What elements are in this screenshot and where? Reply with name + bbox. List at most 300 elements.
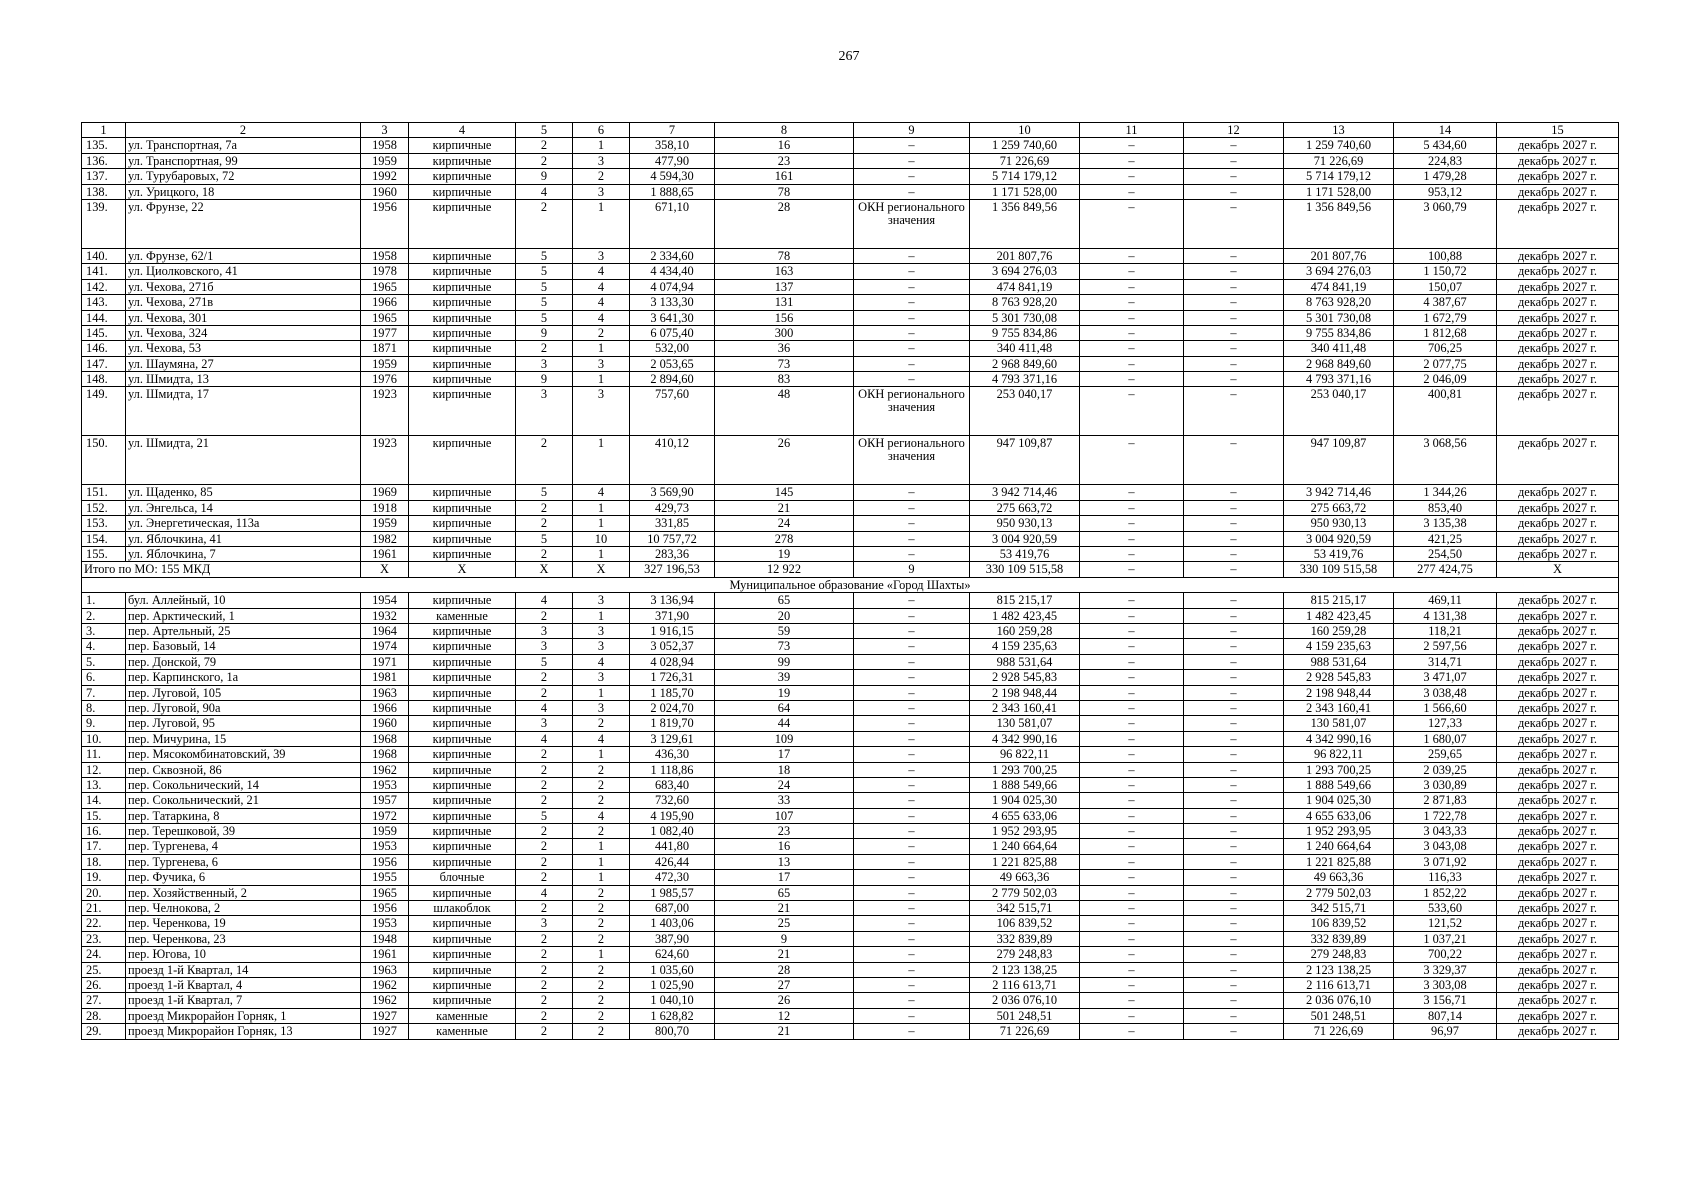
table-cell: 109 (715, 731, 854, 746)
table-cell: 2 (516, 670, 573, 685)
table-cell: декабрь 2027 г. (1497, 870, 1619, 885)
table-cell: – (854, 777, 970, 792)
table-cell: ОКН регионального значения (854, 199, 970, 248)
table-cell: 2 779 502,03 (970, 885, 1080, 900)
table-cell: – (1184, 777, 1284, 792)
table-cell: кирпичные (409, 931, 516, 946)
table-cell: 3 694 276,03 (1284, 264, 1394, 279)
table-cell: 1. (82, 593, 126, 608)
table-cell: 71 226,69 (1284, 153, 1394, 168)
table-cell: пер. Мичурина, 15 (126, 731, 361, 746)
table-cell: – (1080, 264, 1184, 279)
table-cell: 3 (516, 916, 573, 931)
table-cell: декабрь 2027 г. (1497, 516, 1619, 531)
table-cell: пер. Донской, 79 (126, 654, 361, 669)
table-cell: 1 082,40 (630, 824, 715, 839)
table-cell: 71 226,69 (970, 153, 1080, 168)
table-cell: – (1080, 854, 1184, 869)
table-cell: 1962 (361, 762, 409, 777)
table-cell: 13 (715, 854, 854, 869)
table-cell: 2 116 613,71 (1284, 977, 1394, 992)
table-cell: 1 672,79 (1394, 310, 1497, 325)
table-cell: – (1080, 500, 1184, 515)
table-cell: – (1080, 747, 1184, 762)
table-cell: – (1184, 808, 1284, 823)
table-cell: – (854, 623, 970, 638)
table-cell: кирпичные (409, 436, 516, 485)
table-cell: – (854, 700, 970, 715)
table-cell: – (1080, 153, 1184, 168)
table-cell: 1981 (361, 670, 409, 685)
table-cell: 4 (573, 485, 630, 500)
table-cell: кирпичные (409, 248, 516, 263)
table-row (82, 279, 1619, 294)
table-cell: – (1184, 623, 1284, 638)
table-cell: – (1184, 325, 1284, 340)
table-cell: 2 046,09 (1394, 372, 1497, 387)
table-cell: – (1184, 608, 1284, 623)
table-cell: – (1184, 962, 1284, 977)
table-cell: декабрь 2027 г. (1497, 138, 1619, 153)
table-cell: 1 888 549,66 (1284, 777, 1394, 792)
table-cell: 4 (573, 310, 630, 325)
table-cell: 21 (715, 901, 854, 916)
table-cell: 2 (573, 325, 630, 340)
table-cell: 1958 (361, 248, 409, 263)
table-cell: 150,07 (1394, 279, 1497, 294)
table-cell: 4 793 371,16 (970, 372, 1080, 387)
table-cell: 2 (573, 716, 630, 731)
table-cell: 1 (573, 608, 630, 623)
table-cell: 59 (715, 623, 854, 638)
table-cell: 1992 (361, 169, 409, 184)
table-cell: 1966 (361, 700, 409, 715)
table-cell: 2 (516, 824, 573, 839)
table-cell: 5 (516, 295, 573, 310)
table-row (82, 839, 1619, 854)
table-cell: 1968 (361, 747, 409, 762)
table-cell: 71 226,69 (970, 1024, 1080, 1039)
table-cell: 4 (573, 264, 630, 279)
table-cell: – (1080, 310, 1184, 325)
table-cell: декабрь 2027 г. (1497, 947, 1619, 962)
table-cell: – (1080, 593, 1184, 608)
table-cell: 3 (573, 639, 630, 654)
table-cell: – (854, 977, 970, 992)
table-cell: 53 419,76 (970, 547, 1080, 562)
table-cell: кирпичные (409, 485, 516, 500)
table-cell: 19 (715, 685, 854, 700)
table-cell: – (854, 731, 970, 746)
table-cell: 410,12 (630, 436, 715, 485)
table-cell: 2 036 076,10 (970, 993, 1080, 1008)
table-cell: декабрь 2027 г. (1497, 977, 1619, 992)
table-cell: пер. Сокольнический, 21 (126, 793, 361, 808)
table-cell: кирпичные (409, 777, 516, 792)
table-cell: 1953 (361, 777, 409, 792)
table-cell: 131 (715, 295, 854, 310)
total-cell: 327 196,53 (630, 562, 715, 577)
table-cell: 9 (516, 169, 573, 184)
table-cell: 988 531,64 (970, 654, 1080, 669)
table-cell: – (854, 654, 970, 669)
table-row (82, 1008, 1619, 1023)
table-cell: 332 839,89 (970, 931, 1080, 946)
table-cell: – (854, 808, 970, 823)
table-row (82, 700, 1619, 715)
table-cell: 4 131,38 (1394, 608, 1497, 623)
table-cell: 2 198 948,44 (970, 685, 1080, 700)
table-cell: 1974 (361, 639, 409, 654)
table-cell: 2 (573, 885, 630, 900)
table-cell: 1 722,78 (1394, 808, 1497, 823)
table-cell: 4 (516, 184, 573, 199)
table-cell: 12. (82, 762, 126, 777)
table-cell: ул. Фрунзе, 22 (126, 199, 361, 248)
table-cell: декабрь 2027 г. (1497, 593, 1619, 608)
table-cell: 2 (573, 793, 630, 808)
table-cell: 2 (516, 1008, 573, 1023)
table-cell: каменные (409, 1008, 516, 1023)
table-cell: 1 812,68 (1394, 325, 1497, 340)
table-cell: – (854, 264, 970, 279)
table-cell: 2 (516, 685, 573, 700)
table-cell: ул. Энергетическая, 113а (126, 516, 361, 531)
table-cell: 137. (82, 169, 126, 184)
table-cell: 139. (82, 199, 126, 248)
table-cell: 11. (82, 747, 126, 762)
table-cell: 2 (573, 916, 630, 931)
table-cell: – (854, 839, 970, 854)
table-cell: кирпичные (409, 762, 516, 777)
table-cell: 1 356 849,56 (970, 199, 1080, 248)
table-cell: – (854, 138, 970, 153)
table-cell: – (1184, 747, 1284, 762)
table-cell: 371,90 (630, 608, 715, 623)
table-cell: 815 215,17 (1284, 593, 1394, 608)
table-cell: 3 694 276,03 (970, 264, 1080, 279)
table-cell: 138. (82, 184, 126, 199)
table-cell: – (854, 547, 970, 562)
table-cell: 3 (573, 623, 630, 638)
table-cell: – (1080, 639, 1184, 654)
table-cell: 107 (715, 808, 854, 823)
table-cell: 4 594,30 (630, 169, 715, 184)
table-cell: 1977 (361, 325, 409, 340)
table-cell: 2 343 160,41 (970, 700, 1080, 715)
table-cell: 96 822,11 (1284, 747, 1394, 762)
table-cell: 2 198 948,44 (1284, 685, 1394, 700)
table-cell: 2 (516, 854, 573, 869)
table-cell: декабрь 2027 г. (1497, 670, 1619, 685)
table-cell: 533,60 (1394, 901, 1497, 916)
table-cell: кирпичные (409, 169, 516, 184)
table-cell: пер. Тургенева, 6 (126, 854, 361, 869)
table-cell: 279 248,83 (970, 947, 1080, 962)
table-cell: – (854, 931, 970, 946)
total-row (82, 562, 1619, 577)
table-cell: ул. Циолковского, 41 (126, 264, 361, 279)
table-cell: – (1184, 931, 1284, 946)
table-cell: – (854, 593, 970, 608)
table-cell: блочные (409, 870, 516, 885)
table-cell: 1976 (361, 372, 409, 387)
table-row (82, 372, 1619, 387)
table-cell: декабрь 2027 г. (1497, 962, 1619, 977)
table-cell: 3 136,94 (630, 593, 715, 608)
table-cell: 5 (516, 279, 573, 294)
table-cell: – (854, 169, 970, 184)
table-cell: кирпичные (409, 962, 516, 977)
table-cell: 4 (516, 700, 573, 715)
table-cell: – (1184, 700, 1284, 715)
table-cell: 953,12 (1394, 184, 1497, 199)
table-cell: – (1184, 947, 1284, 962)
table-cell: 706,25 (1394, 341, 1497, 356)
table-cell: – (1184, 1008, 1284, 1023)
table-cell: кирпичные (409, 547, 516, 562)
table-cell: – (1080, 199, 1184, 248)
table-cell: декабрь 2027 г. (1497, 169, 1619, 184)
table-cell: – (1184, 762, 1284, 777)
table-cell: 314,71 (1394, 654, 1497, 669)
table-cell: 800,70 (630, 1024, 715, 1039)
table-cell: 27. (82, 993, 126, 1008)
table-cell: 757,60 (630, 387, 715, 436)
table-cell: 732,60 (630, 793, 715, 808)
table-cell: 1932 (361, 608, 409, 623)
table-cell: – (1184, 264, 1284, 279)
table-cell: 2 343 160,41 (1284, 700, 1394, 715)
table-cell: 2 036 076,10 (1284, 993, 1394, 1008)
table-row (82, 138, 1619, 153)
table-cell: кирпичные (409, 716, 516, 731)
table-cell: ул. Чехова, 324 (126, 325, 361, 340)
table-cell: 3 (573, 387, 630, 436)
table-cell: кирпичные (409, 977, 516, 992)
table-cell: декабрь 2027 г. (1497, 436, 1619, 485)
table-cell: пер. Татаркина, 8 (126, 808, 361, 823)
table-cell: 13. (82, 777, 126, 792)
table-cell: 18 (715, 762, 854, 777)
table-cell: ул. Чехова, 301 (126, 310, 361, 325)
table-cell: 4 434,40 (630, 264, 715, 279)
table-cell: 474 841,19 (970, 279, 1080, 294)
table-cell: 1 240 664,64 (970, 839, 1080, 854)
table-cell: – (1184, 901, 1284, 916)
total-cell: X (573, 562, 630, 577)
table-cell: пер. Терешковой, 39 (126, 824, 361, 839)
table-cell: 1948 (361, 931, 409, 946)
table-row (82, 547, 1619, 562)
table-cell: 1 888,65 (630, 184, 715, 199)
table-cell: 146. (82, 341, 126, 356)
table-cell: 1 221 825,88 (1284, 854, 1394, 869)
table-cell: 39 (715, 670, 854, 685)
table-cell: 2 116 613,71 (970, 977, 1080, 992)
table-cell: – (1080, 685, 1184, 700)
table-cell: 1956 (361, 901, 409, 916)
table-cell: декабрь 2027 г. (1497, 325, 1619, 340)
table-cell: 1 566,60 (1394, 700, 1497, 715)
table-cell: пер. Луговой, 105 (126, 685, 361, 700)
table-cell: 143. (82, 295, 126, 310)
table-cell: – (1080, 762, 1184, 777)
table-cell: 429,73 (630, 500, 715, 515)
table-cell: 683,40 (630, 777, 715, 792)
table-cell: 1918 (361, 500, 409, 515)
table-cell: 700,22 (1394, 947, 1497, 962)
table-cell: ул. Шмидта, 13 (126, 372, 361, 387)
table-cell: – (1080, 962, 1184, 977)
section-row (82, 577, 1619, 592)
table-cell: 815 215,17 (970, 593, 1080, 608)
table-cell: 2 (573, 762, 630, 777)
table-cell: пер. Хозяйственный, 2 (126, 885, 361, 900)
table-cell: – (1080, 372, 1184, 387)
table-cell: 20. (82, 885, 126, 900)
table-row (82, 947, 1619, 962)
total-cell: X (409, 562, 516, 577)
column-number: 13 (1284, 123, 1394, 138)
table-cell: 1 037,21 (1394, 931, 1497, 946)
column-number: 10 (970, 123, 1080, 138)
table-cell: декабрь 2027 г. (1497, 485, 1619, 500)
table-cell: – (1080, 977, 1184, 992)
table-row (82, 808, 1619, 823)
table-cell: 4 (573, 808, 630, 823)
table-cell: кирпичные (409, 184, 516, 199)
table-cell: 1 (573, 747, 630, 762)
table-cell: декабрь 2027 г. (1497, 608, 1619, 623)
table-cell: – (1184, 199, 1284, 248)
table-cell: пер. Мясокомбинатовский, 39 (126, 747, 361, 762)
table-cell: 2 (573, 901, 630, 916)
table-cell: кирпичные (409, 593, 516, 608)
table-cell: 3 052,37 (630, 639, 715, 654)
table-cell: ул. Яблочкина, 7 (126, 547, 361, 562)
table-cell: 332 839,89 (1284, 931, 1394, 946)
table-cell: 1 726,31 (630, 670, 715, 685)
table-cell: 1 (573, 685, 630, 700)
table-cell: кирпичные (409, 993, 516, 1008)
table-cell: 472,30 (630, 870, 715, 885)
table-cell: 1 221 825,88 (970, 854, 1080, 869)
table-cell: 807,14 (1394, 1008, 1497, 1023)
table-cell: 1 171 528,00 (1284, 184, 1394, 199)
table-cell: 2 (516, 199, 573, 248)
table-cell: 259,65 (1394, 747, 1497, 762)
table-cell: 1927 (361, 1008, 409, 1023)
table-cell: 1959 (361, 356, 409, 371)
table-cell: 1982 (361, 531, 409, 546)
table-cell: 3 (573, 700, 630, 715)
table-cell: – (854, 962, 970, 977)
table-cell: 1927 (361, 1024, 409, 1039)
table-cell: 1961 (361, 547, 409, 562)
table-cell: 1 118,86 (630, 762, 715, 777)
table-cell: 4 159 235,63 (970, 639, 1080, 654)
table-cell: 2 123 138,25 (1284, 962, 1394, 977)
table-cell: – (1184, 310, 1284, 325)
table-cell: 19 (715, 547, 854, 562)
table-row (82, 356, 1619, 371)
table-cell: пер. Сокольнический, 14 (126, 777, 361, 792)
column-number: 1 (82, 123, 126, 138)
table-cell: 532,00 (630, 341, 715, 356)
table-cell: декабрь 2027 г. (1497, 931, 1619, 946)
table-cell: – (1080, 485, 1184, 500)
table-cell: 3 942 714,46 (970, 485, 1080, 500)
table-cell: 2 (516, 977, 573, 992)
table-cell: 2 039,25 (1394, 762, 1497, 777)
table-cell: – (1080, 1024, 1184, 1039)
table-cell: 116,33 (1394, 870, 1497, 885)
column-number: 3 (361, 123, 409, 138)
table-cell: – (1184, 870, 1284, 885)
table-cell: 2 (573, 1008, 630, 1023)
table-cell: 4 195,90 (630, 808, 715, 823)
table-cell: 5 (516, 654, 573, 669)
table-cell: 28 (715, 962, 854, 977)
table-cell: 469,11 (1394, 593, 1497, 608)
table-cell: 3. (82, 623, 126, 638)
table-cell: 950 930,13 (970, 516, 1080, 531)
table-cell: 224,83 (1394, 153, 1497, 168)
table-cell: кирпичные (409, 372, 516, 387)
table-cell: – (1080, 716, 1184, 731)
table-cell: – (854, 341, 970, 356)
table-cell: декабрь 2027 г. (1497, 839, 1619, 854)
table-cell: 2 (516, 762, 573, 777)
table-cell: 21. (82, 901, 126, 916)
table-row (82, 931, 1619, 946)
table-cell: декабрь 2027 г. (1497, 310, 1619, 325)
table-cell: 1 628,82 (630, 1008, 715, 1023)
table-cell: 275 663,72 (1284, 500, 1394, 515)
table-cell: 2 968 849,60 (970, 356, 1080, 371)
table-cell: ул. Энгельса, 14 (126, 500, 361, 515)
table-cell: ул. Шаумяна, 27 (126, 356, 361, 371)
table-cell: 137 (715, 279, 854, 294)
table-cell: кирпичные (409, 639, 516, 654)
table-cell: – (1080, 700, 1184, 715)
table-cell: – (1184, 184, 1284, 199)
table-cell: декабрь 2027 г. (1497, 295, 1619, 310)
table-row (82, 500, 1619, 515)
table-cell: кирпичные (409, 747, 516, 762)
table-cell: декабрь 2027 г. (1497, 901, 1619, 916)
table-cell: 1 (573, 947, 630, 962)
table-cell: – (854, 747, 970, 762)
table-cell: 9 755 834,86 (970, 325, 1080, 340)
table-cell: 25. (82, 962, 126, 977)
table-cell: 78 (715, 184, 854, 199)
table-cell: 342 515,71 (970, 901, 1080, 916)
table-cell: 1 (573, 341, 630, 356)
table-cell: 331,85 (630, 516, 715, 531)
table-cell: 1960 (361, 184, 409, 199)
table-cell: – (1184, 531, 1284, 546)
table-cell: – (1080, 184, 1184, 199)
table-cell: – (854, 1024, 970, 1039)
table-cell: – (1080, 387, 1184, 436)
table-cell: 340 411,48 (970, 341, 1080, 356)
table-cell: 151. (82, 485, 126, 500)
table-cell: ул. Чехова, 271б (126, 279, 361, 294)
table-cell: 83 (715, 372, 854, 387)
table-cell: 64 (715, 700, 854, 715)
